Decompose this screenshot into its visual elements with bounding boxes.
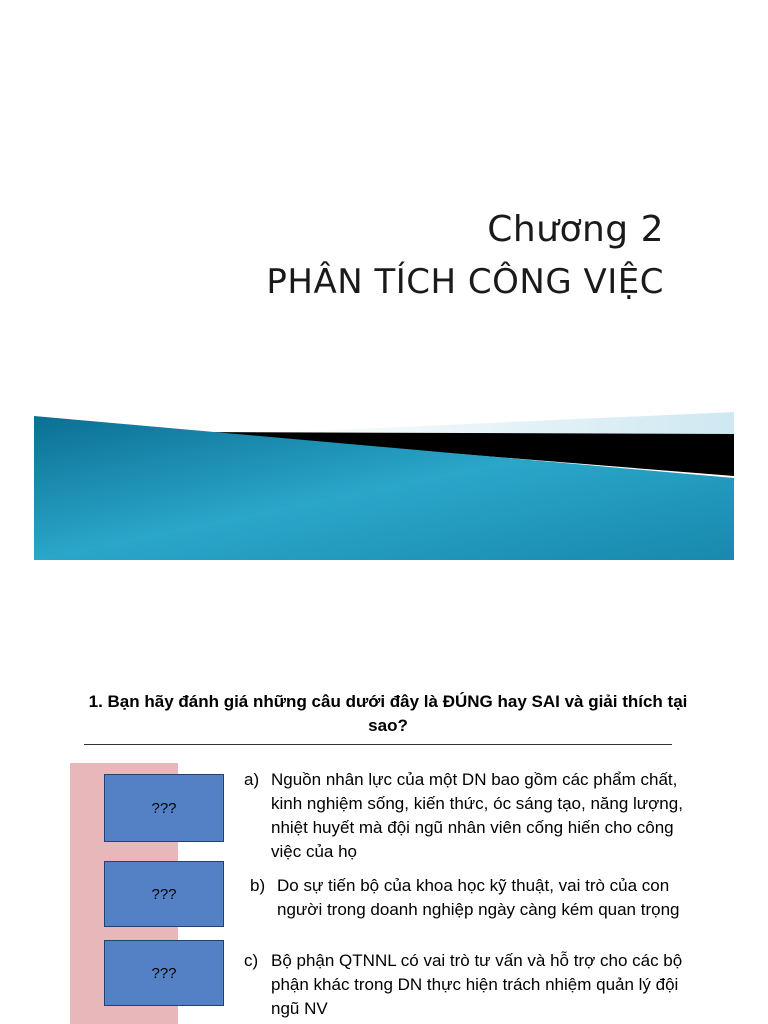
answer-box-c: ??? [104, 940, 224, 1006]
statement-label: a) [244, 770, 260, 789]
statement-b [250, 874, 696, 922]
statement-c [244, 949, 684, 1021]
slide-title [266, 206, 664, 310]
answer-box-a: ??? [104, 774, 224, 842]
statement-label: c) [244, 951, 259, 970]
decorative-banner [34, 412, 734, 560]
statement-a [244, 768, 692, 864]
question-heading: 1. Bạn hãy đánh giá những câu dưới đây là ĐÚNG hay SAI và giải thích tại sao? [88, 692, 688, 735]
question-slide [0, 672, 768, 1024]
answer-box-b: ??? [104, 861, 224, 927]
chapter-title: PHÂN TÍCH CÔNG VIỆC [266, 262, 664, 302]
statement-text: Bộ phận QTNNL có vai trò tư vấn và hỗ trợ cho các bộ phận khác trong DN thực hiện trách nhiệm quản lý đội ngũ NV [271, 951, 683, 1018]
divider-line [84, 744, 672, 745]
banner-light-strip [244, 412, 734, 436]
statement-text: Nguồn nhân lực của một DN bao gồm các phẩm chất, kinh nghiệm sống, kiến thức, óc sáng tạo, năng lượng, nhiệt huyết mà đội ngũ nhân viên cống hiến cho công việc của họ [271, 770, 683, 861]
statement-label: b) [250, 876, 266, 895]
statement-text: Do sự tiến bộ của khoa học kỹ thuật, vai trò của con người trong doanh nghiệp ngày càng kém quan trọng [277, 876, 680, 919]
chapter-number: Chương 2 [487, 209, 664, 250]
